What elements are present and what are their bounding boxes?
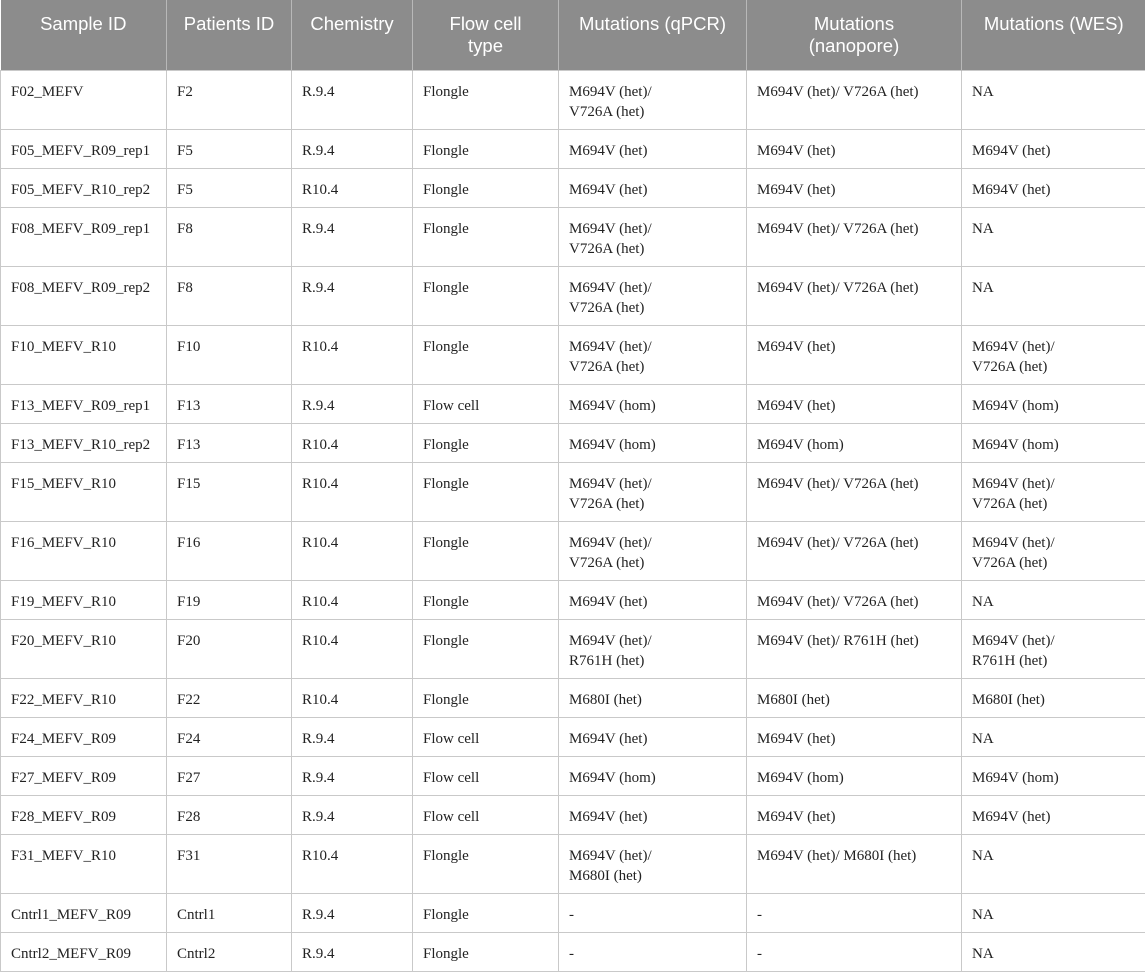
chemistry-cell: R.9.4 [292,70,413,129]
flow-cell-type-cell: Flongle [413,619,559,678]
table-row [1,129,1145,168]
table-row [1,384,1145,423]
mutations-nanopore-cell: - [747,893,962,932]
header-mutations-qpcr: Mutations (qPCR) [559,0,747,70]
chemistry-cell: R.9.4 [292,932,413,971]
patients-id-cell: Cntrl1 [167,893,292,932]
mutations-nanopore-cell: M694V (het) [747,129,962,168]
mutations-nanopore-cell: M694V (hom) [747,756,962,795]
flow-cell-type-cell: Flow cell [413,756,559,795]
header-patients-id: Patients ID [167,0,292,70]
mutations-qpcr-cell: M694V (het) [559,168,747,207]
mutations-wes-cell: NA [962,266,1145,325]
sample-id-cell: F22_MEFV_R10 [1,678,167,717]
table-row [1,207,1145,266]
table-row [1,795,1145,834]
mutations-nanopore-cell: M694V (het)/ V726A (het) [747,207,962,266]
sample-id-cell: Cntrl1_MEFV_R09 [1,893,167,932]
header-chemistry: Chemistry [292,0,413,70]
table-row [1,168,1145,207]
mutations-qpcr-cell: M694V (het)/ V726A (het) [559,462,747,521]
mutations-qpcr-cell: M694V (het) [559,717,747,756]
patients-id-cell: F24 [167,717,292,756]
flow-cell-type-cell: Flongle [413,325,559,384]
mutations-nanopore-cell: M694V (het)/ V726A (het) [747,70,962,129]
flow-cell-type-cell: Flow cell [413,384,559,423]
mutations-wes-cell: M694V (het) [962,168,1145,207]
patients-id-cell: F27 [167,756,292,795]
table-row [1,834,1145,893]
patients-id-cell: F8 [167,207,292,266]
sample-id-cell: F20_MEFV_R10 [1,619,167,678]
chemistry-cell: R10.4 [292,423,413,462]
mutations-wes-cell: M694V (het)/ V726A (het) [962,521,1145,580]
sample-id-cell: F08_MEFV_R09_rep1 [1,207,167,266]
flow-cell-type-cell: Flongle [413,70,559,129]
chemistry-cell: R10.4 [292,521,413,580]
mutations-wes-cell: NA [962,834,1145,893]
chemistry-cell: R.9.4 [292,795,413,834]
mutations-nanopore-cell: - [747,932,962,971]
table-row [1,70,1145,129]
mutations-wes-cell: M694V (het) [962,795,1145,834]
mutations-qpcr-cell: - [559,893,747,932]
mutations-wes-cell: NA [962,893,1145,932]
chemistry-cell: R.9.4 [292,129,413,168]
patients-id-cell: F16 [167,521,292,580]
mutations-wes-cell: NA [962,717,1145,756]
flow-cell-type-cell: Flongle [413,834,559,893]
mutations-wes-cell: M694V (het)/ R761H (het) [962,619,1145,678]
patients-id-cell: F22 [167,678,292,717]
sample-id-cell: F24_MEFV_R09 [1,717,167,756]
table-row [1,932,1145,971]
patients-id-cell: Cntrl2 [167,932,292,971]
patients-id-cell: F15 [167,462,292,521]
sample-id-cell: F31_MEFV_R10 [1,834,167,893]
sample-id-cell: F05_MEFV_R10_rep2 [1,168,167,207]
chemistry-cell: R.9.4 [292,756,413,795]
mutations-qpcr-cell: M694V (het) [559,580,747,619]
mutations-qpcr-cell: M694V (het)/ V726A (het) [559,521,747,580]
table-header [1,0,1145,70]
mutations-nanopore-cell: M694V (het)/ M680I (het) [747,834,962,893]
flow-cell-type-cell: Flongle [413,207,559,266]
mutations-qpcr-cell: M694V (hom) [559,423,747,462]
chemistry-cell: R10.4 [292,168,413,207]
patients-id-cell: F10 [167,325,292,384]
sample-id-cell: Cntrl2_MEFV_R09 [1,932,167,971]
mutations-nanopore-cell: M694V (het) [747,168,962,207]
mutations-qpcr-cell: M694V (het)/ V726A (het) [559,266,747,325]
sample-id-cell: F05_MEFV_R09_rep1 [1,129,167,168]
sample-id-cell: F08_MEFV_R09_rep2 [1,266,167,325]
mutations-nanopore-cell: M694V (het)/ V726A (het) [747,521,962,580]
mutations-qpcr-cell: M680I (het) [559,678,747,717]
chemistry-cell: R10.4 [292,325,413,384]
mutations-nanopore-cell: M694V (het)/ V726A (het) [747,580,962,619]
table-row [1,325,1145,384]
mutations-wes-cell: NA [962,70,1145,129]
patients-id-cell: F13 [167,423,292,462]
chemistry-cell: R.9.4 [292,266,413,325]
flow-cell-type-cell: Flow cell [413,717,559,756]
mutations-qpcr-cell: M694V (hom) [559,384,747,423]
flow-cell-type-cell: Flongle [413,932,559,971]
mutations-qpcr-cell: M694V (het)/ V726A (het) [559,207,747,266]
table-row [1,678,1145,717]
sample-id-cell: F10_MEFV_R10 [1,325,167,384]
flow-cell-type-cell: Flongle [413,266,559,325]
table-row [1,580,1145,619]
chemistry-cell: R.9.4 [292,717,413,756]
chemistry-cell: R.9.4 [292,893,413,932]
sample-id-cell: F28_MEFV_R09 [1,795,167,834]
header-flow-cell-type: Flow cell type [413,0,559,70]
chemistry-cell: R10.4 [292,678,413,717]
chemistry-cell: R10.4 [292,834,413,893]
patients-id-cell: F31 [167,834,292,893]
mutations-wes-cell: M680I (het) [962,678,1145,717]
mutations-nanopore-cell: M694V (het) [747,325,962,384]
mutations-qpcr-cell: - [559,932,747,971]
mutations-nanopore-cell: M694V (hom) [747,423,962,462]
mutations-qpcr-cell: M694V (het) [559,795,747,834]
sample-id-cell: F16_MEFV_R10 [1,521,167,580]
mutations-qpcr-cell: M694V (hom) [559,756,747,795]
patients-id-cell: F28 [167,795,292,834]
mutations-qpcr-cell: M694V (het)/ V726A (het) [559,70,747,129]
mutations-qpcr-cell: M694V (het)/ M680I (het) [559,834,747,893]
header-mutations-nanopore: Mutations (nanopore) [747,0,962,70]
mutations-wes-cell: M694V (hom) [962,423,1145,462]
mutations-nanopore-cell: M694V (het)/ R761H (het) [747,619,962,678]
flow-cell-type-cell: Flongle [413,462,559,521]
table-row [1,756,1145,795]
flow-cell-type-cell: Flow cell [413,795,559,834]
table-row [1,521,1145,580]
mutations-wes-cell: NA [962,580,1145,619]
table-row [1,619,1145,678]
table-row [1,462,1145,521]
table-row [1,266,1145,325]
patients-id-cell: F13 [167,384,292,423]
mutations-qpcr-cell: M694V (het) [559,129,747,168]
flow-cell-type-cell: Flongle [413,168,559,207]
patients-id-cell: F8 [167,266,292,325]
chemistry-cell: R.9.4 [292,384,413,423]
mutations-wes-cell: M694V (het)/ V726A (het) [962,325,1145,384]
header-row [1,0,1145,70]
flow-cell-type-cell: Flongle [413,521,559,580]
mutations-nanopore-cell: M694V (het) [747,795,962,834]
mutations-wes-cell: M694V (hom) [962,384,1145,423]
mutations-wes-cell: M694V (het) [962,129,1145,168]
mutations-nanopore-cell: M694V (het)/ V726A (het) [747,462,962,521]
mutations-nanopore-cell: M694V (het)/ V726A (het) [747,266,962,325]
patients-id-cell: F19 [167,580,292,619]
mutations-qpcr-cell: M694V (het)/ R761H (het) [559,619,747,678]
patients-id-cell: F5 [167,129,292,168]
header-mutations-wes: Mutations (WES) [962,0,1145,70]
chemistry-cell: R10.4 [292,619,413,678]
patients-id-cell: F2 [167,70,292,129]
sample-id-cell: F15_MEFV_R10 [1,462,167,521]
mutations-wes-cell: NA [962,932,1145,971]
chemistry-cell: R.9.4 [292,207,413,266]
flow-cell-type-cell: Flongle [413,423,559,462]
sample-id-cell: F19_MEFV_R10 [1,580,167,619]
sample-id-cell: F02_MEFV [1,70,167,129]
mutations-nanopore-cell: M694V (het) [747,717,962,756]
table-row [1,893,1145,932]
flow-cell-type-cell: Flongle [413,678,559,717]
mutations-qpcr-cell: M694V (het)/ V726A (het) [559,325,747,384]
flow-cell-type-cell: Flongle [413,580,559,619]
chemistry-cell: R10.4 [292,580,413,619]
flow-cell-type-cell: Flongle [413,893,559,932]
mutations-wes-cell: NA [962,207,1145,266]
mutations-nanopore-cell: M680I (het) [747,678,962,717]
sample-id-cell: F13_MEFV_R09_rep1 [1,384,167,423]
table-row [1,717,1145,756]
mutations-nanopore-cell: M694V (het) [747,384,962,423]
patients-id-cell: F20 [167,619,292,678]
mutations-wes-cell: M694V (het)/ V726A (het) [962,462,1145,521]
table-body [1,70,1145,971]
patients-id-cell: F5 [167,168,292,207]
chemistry-cell: R10.4 [292,462,413,521]
sample-id-cell: F13_MEFV_R10_rep2 [1,423,167,462]
header-sample-id: Sample ID [1,0,167,70]
flow-cell-type-cell: Flongle [413,129,559,168]
table-row [1,423,1145,462]
sample-id-cell: F27_MEFV_R09 [1,756,167,795]
mutations-wes-cell: M694V (hom) [962,756,1145,795]
